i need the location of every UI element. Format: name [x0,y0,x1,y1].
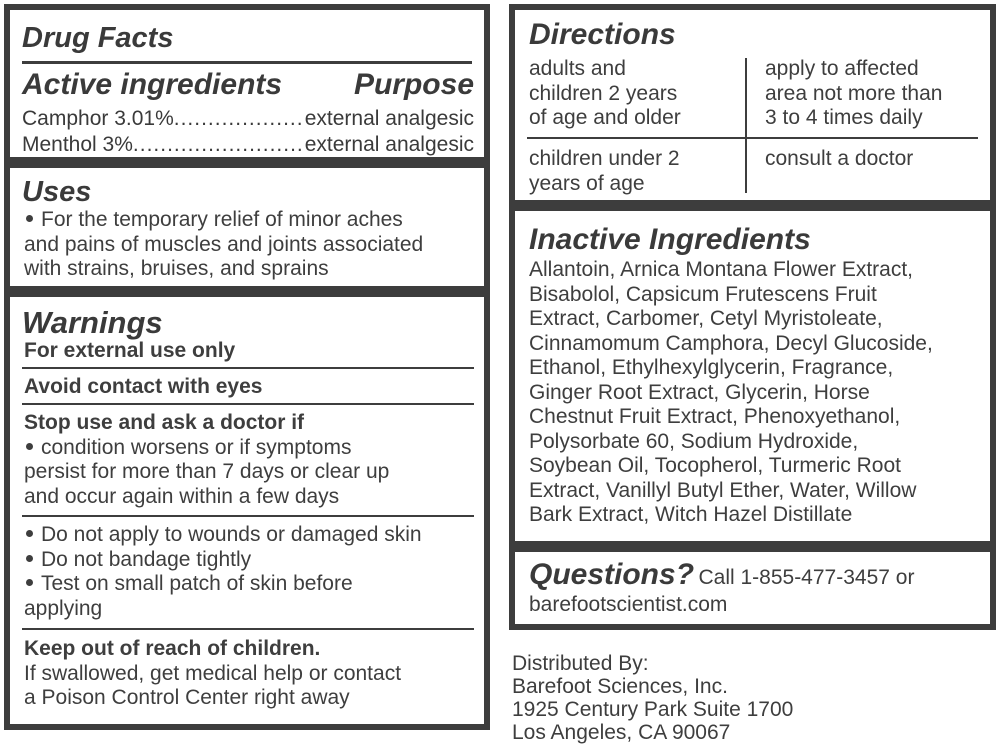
bullet-icon [26,530,33,537]
directions-cell: adults and children 2 years of age and older [529,57,681,129]
active-ingredients-heading: Active ingredients [22,68,283,101]
questions-website: barefootscientist.com [529,593,728,616]
inactive-heading: Inactive Ingredients [529,223,811,256]
table-horizontal-rule [527,137,978,139]
keep-out-block [24,637,401,711]
uses-panel [4,162,490,292]
purpose-heading: Purpose [353,68,474,101]
stop-use-line: condition worsens or if symptoms [24,436,389,461]
uses-heading: Uses [22,176,92,208]
distributor-line: Barefoot Sciences, Inc. [512,675,728,698]
swallowed-line: If swallowed, get medical help or contact [24,661,402,685]
inactive-ingredients-panel [509,205,996,547]
bullet-icon [26,215,33,222]
distributor-line: 1925 Century Park Suite 1700 [512,698,794,721]
warnings-heading: Warnings [22,305,163,340]
drug-facts-title: Drug Facts [22,22,174,54]
directions-cell: children under 2 years of age [529,147,680,195]
do-not-line: Do not apply to wounds or damaged skin [24,523,422,548]
directions-panel [509,4,996,206]
inactive-list: Allantoin, Arnica Montana Flower Extract, Bisabolol, Capsicum Frutescens Fruit Extract, Carbomer, Cetyl Myristoleate, Cinnamomum Camphora, Decyl Glucoside, Ethanol, Ethylhexylglycerin, Fragrance, Ginger Root Extract, Glycerin, Horse Chestnut Fruit Extract, Phenoxyethanol, Polysorbate 60, Sodium Hydroxide, Soybean Oil, Tocopherol, Turmeric Root Extract, Vanillyl Butyl Ether, Water, Willow Bark Extract, Witch Hazel Distillate [529,258,933,526]
questions-panel [509,546,996,630]
uses-line: and pains of muscles and joints associated [24,232,424,256]
bullet-icon [26,579,33,586]
do-not-line: Test on small patch of skin before [24,572,422,597]
stop-use-line: persist for more than 7 days or clear up [24,460,390,483]
directions-cell: apply to affected area not more than 3 to 4 times daily [765,57,943,129]
ingredient-purpose: external analgesic [304,107,474,130]
do-not-line: applying [24,596,103,620]
uses-line: For the temporary relief of minor aches [24,208,423,233]
ingredient-row [22,106,474,131]
ingredient-name: Camphor 3.01% [22,107,174,130]
directions-cell: consult a doctor [765,147,914,170]
title-rule [22,61,472,64]
uses-text [24,208,423,282]
bullet-icon [26,555,33,562]
table-vertical-rule [745,58,747,193]
directions-heading: Directions [529,18,676,51]
warnings-panel [4,291,490,730]
drug-facts-panel [4,4,490,163]
divider [22,403,474,405]
divider [22,628,474,630]
ingredient-purpose: external analgesic [304,133,474,156]
distributor-block [512,652,793,744]
swallowed-line: a Poison Control Center right away [24,686,350,709]
divider [22,515,474,517]
stop-use-line: and occur again within a few days [24,484,340,508]
questions-phone: Call 1-855-477-3457 or [698,566,915,589]
distributor-line: Distributed By: [512,652,649,675]
ingredient-name: Menthol 3% [22,133,133,156]
stop-use-heading: Stop use and ask a doctor if [24,411,305,434]
bullet-icon [26,443,33,450]
do-not-line: Do not bandage tightly [24,548,422,573]
stop-use-block [24,411,389,509]
questions-line [529,560,914,591]
distributor-line: Los Angeles, CA 90067 [512,721,731,744]
leader-dots [133,132,305,157]
avoid-eyes-text: Avoid contact with eyes [24,375,263,398]
external-use-text: For external use only [24,339,236,362]
divider [22,367,474,369]
keep-out-heading: Keep out of reach of children. [24,637,321,660]
uses-line: with strains, bruises, and sprains [24,257,329,280]
ingredient-row [22,132,474,157]
questions-heading: Questions? [529,558,695,591]
leader-dots [174,106,305,131]
do-not-block [24,523,422,621]
